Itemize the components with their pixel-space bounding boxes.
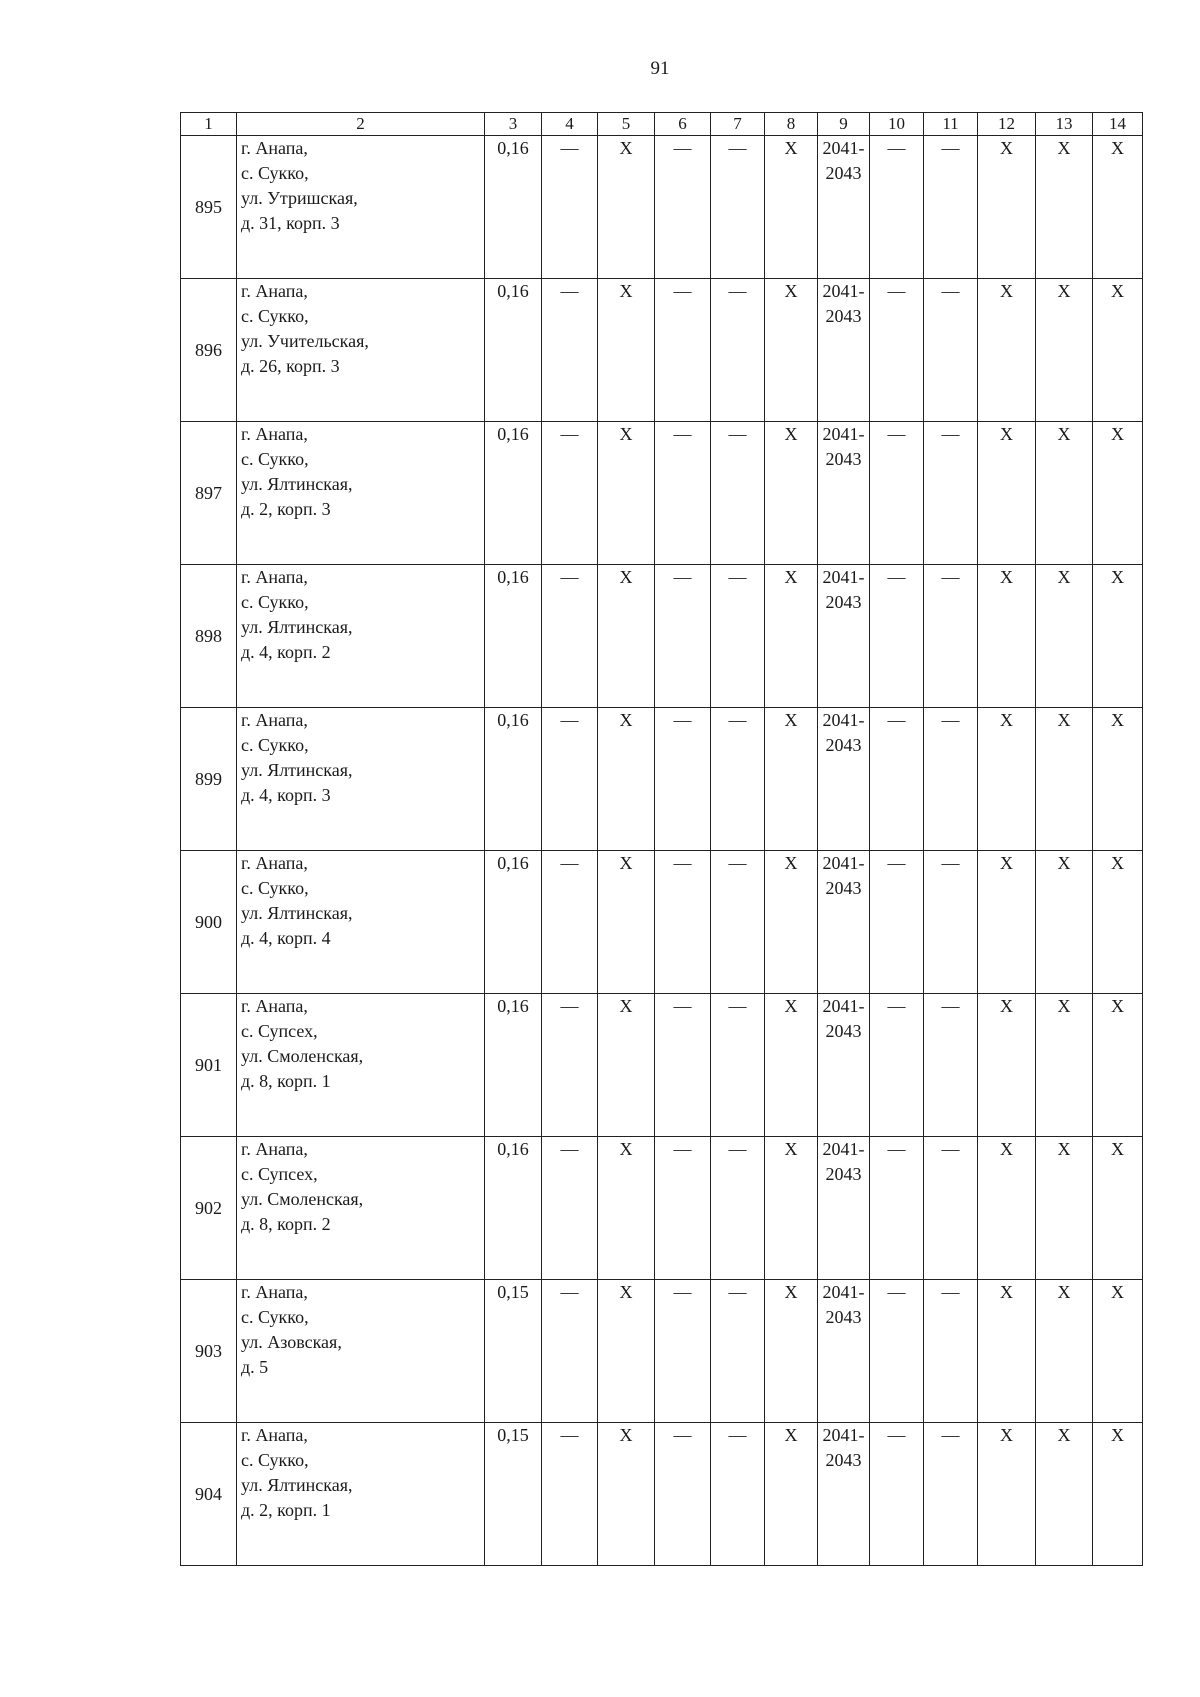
cell-c3: 0,16 <box>485 279 542 422</box>
cell-c4: — <box>542 708 598 851</box>
cell-c4: — <box>542 279 598 422</box>
cell-c4: — <box>542 136 598 279</box>
cell-c6: — <box>655 1137 711 1280</box>
period-line: 2041- <box>822 1425 865 1445</box>
period-cell <box>818 279 870 422</box>
address-line: ул. Ялтинская, <box>241 760 353 780</box>
cell-c11: — <box>924 279 978 422</box>
cell-c13: X <box>1036 422 1093 565</box>
period-line: 2041- <box>822 853 865 873</box>
row-number: 900 <box>181 851 237 994</box>
cell-c11: — <box>924 1423 978 1566</box>
cell-c4: — <box>542 565 598 708</box>
address-line: с. Супсех, <box>241 1021 318 1041</box>
period-cell <box>818 1423 870 1566</box>
cell-c12: X <box>978 422 1036 565</box>
period-cell <box>818 136 870 279</box>
period-line: 2043 <box>825 1307 862 1327</box>
cell-c4: — <box>542 994 598 1137</box>
address-line: д. 8, корп. 2 <box>241 1214 331 1234</box>
cell-c10: — <box>870 422 924 565</box>
cell-c7: — <box>711 1137 765 1280</box>
cell-c7: — <box>711 422 765 565</box>
address-line: ул. Утришская, <box>241 188 358 208</box>
cell-c12: X <box>978 708 1036 851</box>
cell-c14: X <box>1093 708 1143 851</box>
address-line: г. Анапа, <box>241 1425 308 1445</box>
cell-c3: 0,15 <box>485 1423 542 1566</box>
column-header: 3 <box>485 113 542 136</box>
row-number: 897 <box>181 422 237 565</box>
address-line: д. 5 <box>241 1357 269 1377</box>
cell-c11: — <box>924 136 978 279</box>
address-line: ул. Ялтинская, <box>241 474 353 494</box>
column-header: 2 <box>237 113 485 136</box>
address-cell <box>237 1280 485 1423</box>
address-line: г. Анапа, <box>241 996 308 1016</box>
table-row <box>181 708 1143 851</box>
cell-c3: 0,16 <box>485 136 542 279</box>
cell-c7: — <box>711 994 765 1137</box>
address-line: д. 2, корп. 3 <box>241 499 331 519</box>
cell-c13: X <box>1036 279 1093 422</box>
cell-c13: X <box>1036 1423 1093 1566</box>
cell-c7: — <box>711 1280 765 1423</box>
cell-c8: X <box>765 851 818 994</box>
address-line: с. Супсех, <box>241 1164 318 1184</box>
page-number: 91 <box>650 58 670 79</box>
cell-c5: X <box>598 1137 655 1280</box>
period-line: 2041- <box>822 1282 865 1302</box>
period-cell <box>818 565 870 708</box>
cell-c14: X <box>1093 422 1143 565</box>
cell-c8: X <box>765 994 818 1137</box>
cell-c3: 0,16 <box>485 851 542 994</box>
period-line: 2043 <box>825 735 862 755</box>
cell-c4: — <box>542 1137 598 1280</box>
address-line: г. Анапа, <box>241 1282 308 1302</box>
cell-c3: 0,16 <box>485 1137 542 1280</box>
cell-c12: X <box>978 279 1036 422</box>
cell-c13: X <box>1036 1280 1093 1423</box>
address-line: с. Сукко, <box>241 163 309 183</box>
period-line: 2041- <box>822 710 865 730</box>
address-line: ул. Смоленская, <box>241 1046 364 1066</box>
period-line: 2041- <box>822 996 865 1016</box>
cell-c5: X <box>598 136 655 279</box>
address-cell <box>237 565 485 708</box>
cell-c5: X <box>598 994 655 1137</box>
cell-c11: — <box>924 708 978 851</box>
period-line: 2043 <box>825 1021 862 1041</box>
cell-c6: — <box>655 994 711 1137</box>
cell-c14: X <box>1093 1280 1143 1423</box>
table-row <box>181 994 1143 1137</box>
cell-c10: — <box>870 1423 924 1566</box>
period-line: 2043 <box>825 1164 862 1184</box>
period-cell <box>818 422 870 565</box>
address-line: д. 4, корп. 4 <box>241 928 331 948</box>
cell-c14: X <box>1093 136 1143 279</box>
address-line: ул. Ялтинская, <box>241 617 353 637</box>
period-line: 2041- <box>822 424 865 444</box>
address-line: г. Анапа, <box>241 138 308 158</box>
period-line: 2043 <box>825 306 862 326</box>
cell-c6: — <box>655 1280 711 1423</box>
cell-c12: X <box>978 1137 1036 1280</box>
address-cell <box>237 994 485 1137</box>
cell-c6: — <box>655 279 711 422</box>
cell-c5: X <box>598 1423 655 1566</box>
address-cell <box>237 851 485 994</box>
cell-c4: — <box>542 851 598 994</box>
cell-c6: — <box>655 422 711 565</box>
cell-c13: X <box>1036 994 1093 1137</box>
cell-c12: X <box>978 565 1036 708</box>
cell-c7: — <box>711 708 765 851</box>
cell-c8: X <box>765 708 818 851</box>
row-number: 896 <box>181 279 237 422</box>
cell-c12: X <box>978 994 1036 1137</box>
cell-c14: X <box>1093 851 1143 994</box>
cell-c10: — <box>870 851 924 994</box>
period-cell <box>818 1137 870 1280</box>
address-line: д. 4, корп. 3 <box>241 785 331 805</box>
cell-c5: X <box>598 279 655 422</box>
cell-c8: X <box>765 565 818 708</box>
address-line: г. Анапа, <box>241 1139 308 1159</box>
column-header: 13 <box>1036 113 1093 136</box>
header-row <box>181 113 1143 136</box>
cell-c4: — <box>542 1423 598 1566</box>
row-number: 902 <box>181 1137 237 1280</box>
address-cell <box>237 1423 485 1566</box>
address-line: ул. Смоленская, <box>241 1189 364 1209</box>
period-line: 2043 <box>825 878 862 898</box>
address-line: с. Сукко, <box>241 592 309 612</box>
cell-c10: — <box>870 136 924 279</box>
cell-c8: X <box>765 279 818 422</box>
cell-c5: X <box>598 1280 655 1423</box>
column-header: 8 <box>765 113 818 136</box>
cell-c13: X <box>1036 565 1093 708</box>
column-header: 7 <box>711 113 765 136</box>
cell-c10: — <box>870 279 924 422</box>
address-line: г. Анапа, <box>241 281 308 301</box>
address-line: г. Анапа, <box>241 710 308 730</box>
table-row <box>181 1280 1143 1423</box>
cell-c11: — <box>924 1280 978 1423</box>
cell-c4: — <box>542 422 598 565</box>
cell-c5: X <box>598 422 655 565</box>
cell-c8: X <box>765 1280 818 1423</box>
cell-c14: X <box>1093 994 1143 1137</box>
cell-c11: — <box>924 851 978 994</box>
cell-c11: — <box>924 422 978 565</box>
column-header: 5 <box>598 113 655 136</box>
column-header: 12 <box>978 113 1036 136</box>
cell-c5: X <box>598 565 655 708</box>
table-row <box>181 565 1143 708</box>
cell-c14: X <box>1093 1423 1143 1566</box>
period-line: 2041- <box>822 567 865 587</box>
period-line: 2043 <box>825 592 862 612</box>
cell-c14: X <box>1093 279 1143 422</box>
table-row <box>181 422 1143 565</box>
cell-c11: — <box>924 1137 978 1280</box>
cell-c11: — <box>924 994 978 1137</box>
period-line: 2043 <box>825 163 862 183</box>
address-line: д. 4, корп. 2 <box>241 642 331 662</box>
address-line: с. Сукко, <box>241 1450 309 1470</box>
cell-c5: X <box>598 851 655 994</box>
column-header: 14 <box>1093 113 1143 136</box>
row-number: 895 <box>181 136 237 279</box>
cell-c7: — <box>711 1423 765 1566</box>
cell-c6: — <box>655 708 711 851</box>
address-cell <box>237 708 485 851</box>
cell-c3: 0,16 <box>485 565 542 708</box>
row-number: 898 <box>181 565 237 708</box>
row-number: 903 <box>181 1280 237 1423</box>
address-line: с. Сукко, <box>241 449 309 469</box>
address-line: д. 31, корп. 3 <box>241 213 340 233</box>
cell-c13: X <box>1036 1137 1093 1280</box>
column-header: 1 <box>181 113 237 136</box>
column-header: 6 <box>655 113 711 136</box>
cell-c8: X <box>765 422 818 565</box>
row-number: 899 <box>181 708 237 851</box>
address-line: ул. Азовская, <box>241 1332 342 1352</box>
cell-c13: X <box>1036 851 1093 994</box>
cell-c4: — <box>542 1280 598 1423</box>
cell-c3: 0,16 <box>485 994 542 1137</box>
cell-c12: X <box>978 1280 1036 1423</box>
cell-c13: X <box>1036 136 1093 279</box>
address-cell <box>237 136 485 279</box>
period-line: 2041- <box>822 138 865 158</box>
address-line: г. Анапа, <box>241 567 308 587</box>
address-line: д. 2, корп. 1 <box>241 1500 331 1520</box>
register-table <box>180 112 1143 1566</box>
address-line: г. Анапа, <box>241 853 308 873</box>
cell-c10: — <box>870 994 924 1137</box>
cell-c8: X <box>765 1137 818 1280</box>
address-line: с. Сукко, <box>241 1307 309 1327</box>
cell-c10: — <box>870 1137 924 1280</box>
table-row <box>181 851 1143 994</box>
table-row <box>181 279 1143 422</box>
address-line: с. Сукко, <box>241 735 309 755</box>
address-cell <box>237 279 485 422</box>
cell-c10: — <box>870 708 924 851</box>
address-line: с. Сукко, <box>241 878 309 898</box>
column-header: 9 <box>818 113 870 136</box>
table-row <box>181 136 1143 279</box>
period-cell <box>818 708 870 851</box>
cell-c12: X <box>978 1423 1036 1566</box>
cell-c14: X <box>1093 565 1143 708</box>
period-line: 2043 <box>825 1450 862 1470</box>
period-line: 2041- <box>822 1139 865 1159</box>
address-line: с. Сукко, <box>241 306 309 326</box>
address-line: ул. Ялтинская, <box>241 903 353 923</box>
cell-c6: — <box>655 565 711 708</box>
cell-c14: X <box>1093 1137 1143 1280</box>
cell-c3: 0,16 <box>485 708 542 851</box>
cell-c12: X <box>978 136 1036 279</box>
period-line: 2043 <box>825 449 862 469</box>
cell-c13: X <box>1036 708 1093 851</box>
cell-c6: — <box>655 136 711 279</box>
column-header: 4 <box>542 113 598 136</box>
address-line: д. 8, корп. 1 <box>241 1071 331 1091</box>
row-number: 904 <box>181 1423 237 1566</box>
address-line: ул. Ялтинская, <box>241 1475 353 1495</box>
row-number: 901 <box>181 994 237 1137</box>
column-header: 11 <box>924 113 978 136</box>
period-line: 2041- <box>822 281 865 301</box>
address-line: г. Анапа, <box>241 424 308 444</box>
cell-c5: X <box>598 708 655 851</box>
cell-c6: — <box>655 851 711 994</box>
period-cell <box>818 851 870 994</box>
cell-c7: — <box>711 565 765 708</box>
cell-c3: 0,15 <box>485 1280 542 1423</box>
address-cell <box>237 1137 485 1280</box>
cell-c7: — <box>711 279 765 422</box>
period-cell <box>818 1280 870 1423</box>
table-row <box>181 1423 1143 1566</box>
address-line: ул. Учительская, <box>241 331 369 351</box>
cell-c8: X <box>765 136 818 279</box>
table-row <box>181 1137 1143 1280</box>
cell-c8: X <box>765 1423 818 1566</box>
cell-c7: — <box>711 136 765 279</box>
cell-c10: — <box>870 565 924 708</box>
cell-c11: — <box>924 565 978 708</box>
address-cell <box>237 422 485 565</box>
cell-c7: — <box>711 851 765 994</box>
address-line: д. 26, корп. 3 <box>241 356 340 376</box>
cell-c3: 0,16 <box>485 422 542 565</box>
table-body <box>181 136 1143 1566</box>
cell-c12: X <box>978 851 1036 994</box>
cell-c6: — <box>655 1423 711 1566</box>
cell-c10: — <box>870 1280 924 1423</box>
period-cell <box>818 994 870 1137</box>
column-header: 10 <box>870 113 924 136</box>
